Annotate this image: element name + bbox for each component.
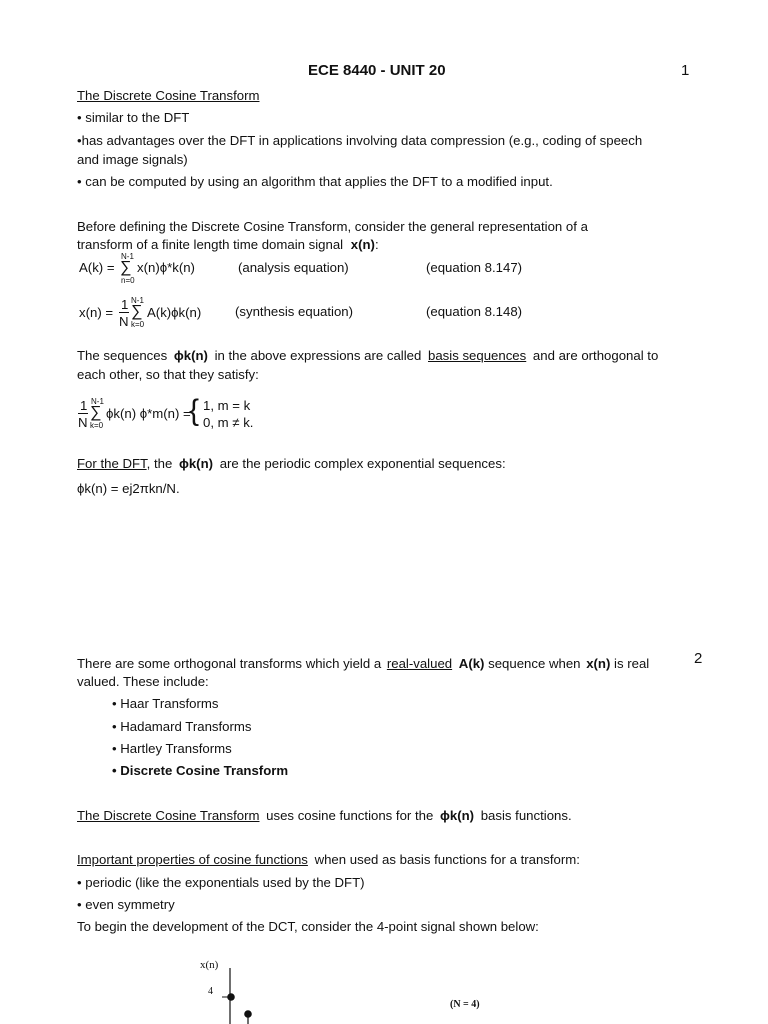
dct-mid: uses cosine functions for the [266,808,434,823]
dft-basis-equation: ϕk(n) = ej2πkn/N. [77,481,180,496]
analysis-sigma-icon: ∑ [120,259,132,276]
page-number-1: 1 [681,62,690,79]
analysis-number: (equation 8.147) [426,260,523,275]
basis-sequences-term: basis sequences [428,348,527,363]
analysis-body: x(n)ϕ*k(n) [137,260,195,275]
line1-xn: x(n) [586,656,611,671]
stem-point-n0 [227,993,235,1001]
properties-term: Important properties of cosine functions [77,852,308,867]
intro-line1: Before defining the Discrete Cosine Transform, consider the general representation of a [77,219,588,234]
synthesis-number: (equation 8.148) [426,304,523,319]
bullet-advantages-line2: and image signals) [77,152,188,167]
dct-term: The Discrete Cosine Transform [77,808,260,823]
dft-mid: , the [146,456,173,471]
basis-symbol: ϕk(n) [173,348,208,363]
begin-dct-line: To begin the development of the DCT, consider the 4-point signal shown below: [77,919,539,934]
basis-text-pre: The sequences [77,348,168,363]
figure-y-label: x(n) [200,959,219,971]
properties-post: when used as basis functions for a transform: [314,852,580,867]
bullet-computed-dft: • can be computed by using an algorithm that applies the DFT to a modified input. [77,174,553,189]
basis-text-mid: in the above expressions are called [214,348,422,363]
orth-sum-top: N-1 [91,397,104,406]
orth-sigma-icon: ∑ [90,404,102,421]
list-item-dct: • Discrete Cosine Transform [112,763,289,778]
orth-brace-icon: { [189,394,200,427]
intro-signal: x(n) [350,237,375,252]
orth-body: ϕk(n) ϕ*m(n) = [106,406,191,421]
line1-pre: There are some orthogonal transforms which yield a [77,656,382,671]
synthesis-frac-num: 1 [121,297,129,312]
orth-frac-num: 1 [80,398,88,413]
bullet-advantages-line1: •has advantages over the DFT in applications involving data compression (e.g., coding of speech [77,133,643,148]
list-item-haar: • Haar Transforms [112,696,219,711]
bullet-similar-dft: • similar to the DFT [77,110,190,125]
synthesis-label: (synthesis equation) [235,304,354,319]
orth-case1: 1, m = k [203,398,251,413]
intro-line2-text: transform of a finite length time domain signal [77,237,344,252]
synthesis-sigma-icon: ∑ [131,303,143,320]
analysis-label: (analysis equation) [238,260,349,275]
line1-mid: sequence when [488,656,581,671]
line1-post: is real [614,656,650,671]
orth-case2: 0, m ≠ k. [203,415,254,430]
figure-tick-4: 4 [208,986,213,997]
analysis-sum-bottom: n=0 [121,276,135,285]
page-title: ECE 8440 - UNIT 20 [308,62,446,79]
dft-term: For the DFT [77,456,147,471]
list-item-hadamard: • Hadamard Transforms [112,719,252,734]
figure-note: (N = 4) [450,999,480,1010]
list-item-hartley: • Hartley Transforms [112,741,232,756]
page-number-2: 2 [694,650,703,667]
synthesis-sum-bottom: k=0 [131,320,145,329]
line1-Ak: A(k) [458,656,485,671]
analysis-sum-top: N-1 [121,252,134,261]
orth-frac-den: N [78,415,88,430]
property-periodic: • periodic (like the exponentials used by the DFT) [77,875,365,890]
synthesis-sum-top: N-1 [131,296,144,305]
dct-symbol: ϕk(n) [439,808,475,823]
intro-colon: : [374,237,379,252]
synthesis-lhs: x(n) = [79,305,114,320]
dft-post: are the periodic complex exponential sequences: [219,456,506,471]
stem-point-n1 [244,1010,252,1018]
synthesis-body: A(k)ϕk(n) [147,305,202,320]
orth-transforms-line2: valued. These include: [77,674,209,689]
property-even: • even symmetry [77,897,175,912]
analysis-lhs: A(k) = [79,260,115,275]
basis-line2: each other, so that they satisfy: [77,367,259,382]
orth-sum-bottom: k=0 [90,421,104,430]
section-heading-dct: The Discrete Cosine Transform [77,88,260,103]
synthesis-frac-den: N [119,314,129,329]
basis-text-post: and are orthogonal to [532,348,659,363]
dft-symbol: ϕk(n) [178,456,214,471]
dct-post: basis functions. [480,808,572,823]
real-valued-term: real-valued [386,656,453,671]
